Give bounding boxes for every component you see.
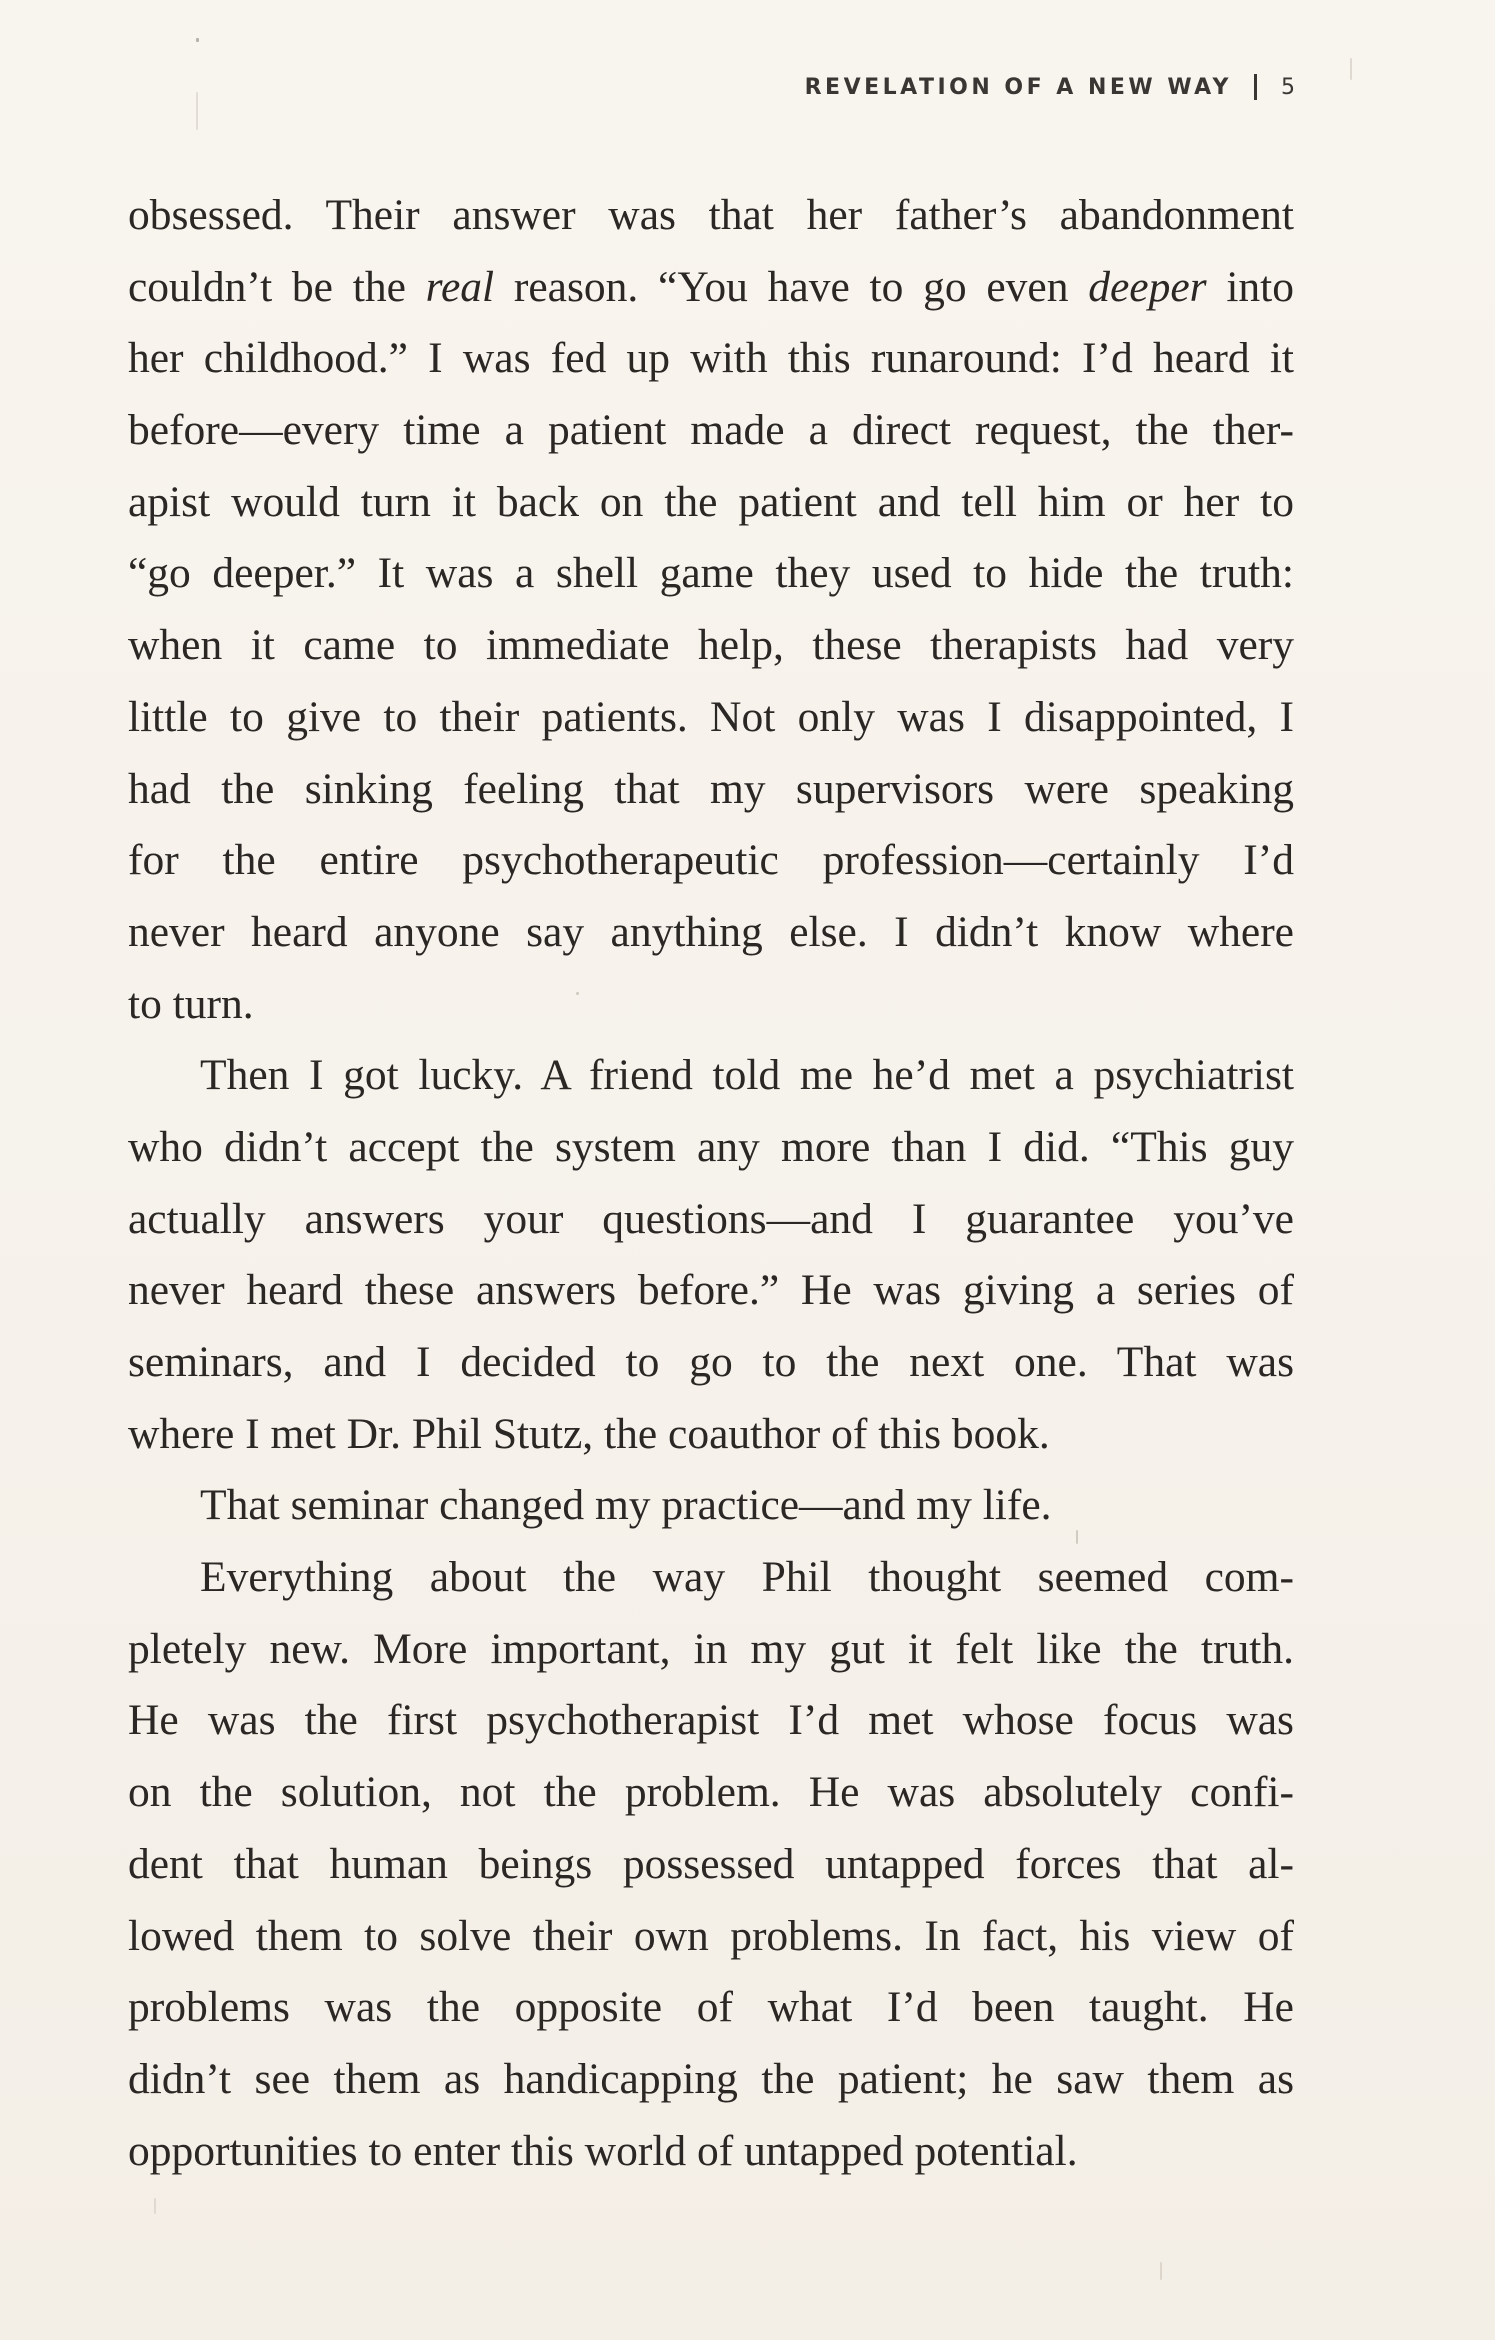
header-divider [1254, 74, 1257, 100]
emphasis: deeper [1088, 262, 1207, 311]
text-line: for the entire psychotherapeutic profession—certainly I’d [128, 836, 1294, 885]
scan-speck [196, 38, 199, 42]
scan-speck [1160, 2262, 1162, 2280]
text-line: lowed them to solve their own problems. In fact, his view of [128, 1911, 1294, 1960]
text-line: pletely new. More important, in my gut it felt like the truth. [128, 1624, 1294, 1673]
scan-speck [196, 92, 198, 130]
text-line: never heard anyone say anything else. I didn’t know where [128, 907, 1294, 956]
text-line: on the solution, not the problem. He was absolutely confi- [128, 1768, 1294, 1817]
text-line: actually answers your questions—and I guarantee you’ve [128, 1194, 1294, 1243]
scan-speck [1076, 1530, 1078, 1544]
text-line: opportunities to enter this world of untapped potential. [128, 2126, 1078, 2175]
text-line: Then I got lucky. A friend told me he’d met a psychiatrist [200, 1051, 1294, 1100]
scan-speck [154, 2198, 156, 2214]
text-line: where I met Dr. Phil Stutz, the coauthor of this book. [128, 1409, 1050, 1458]
emphasis: real [425, 262, 495, 311]
text-line: couldn’t be the real reason. “You have to go even deeper into [128, 262, 1295, 311]
text-line: had the sinking feeling that my supervisors were speaking [128, 764, 1294, 813]
text-line: her childhood.” I was fed up with this runaround: I’d heard it [128, 334, 1294, 383]
scan-speck [1350, 58, 1352, 80]
text-line: That seminar changed my practice—and my life. [200, 1481, 1052, 1530]
running-head [805, 74, 1295, 100]
text-line: apist would turn it back on the patient and tell him or her to [128, 477, 1294, 526]
text-line: seminars, and I decided to go to the next one. That was [128, 1338, 1294, 1386]
text-line: to turn. [128, 979, 254, 1028]
text-line: obsessed. Their answer was that her father’s abandonment [128, 191, 1294, 239]
text-line: problems was the opposite of what I’d been taught. He [128, 1983, 1294, 2032]
text-line: before—every time a patient made a direct request, the ther- [128, 406, 1294, 455]
text-line: when it came to immediate help, these therapists had very [128, 621, 1294, 670]
text-line: dent that human beings possessed untapped forces that al- [128, 1839, 1294, 1888]
body-text [128, 180, 1294, 2187]
text-line: never heard these answers before.” He was giving a series of [128, 1266, 1294, 1315]
page-number: 5 [1281, 74, 1295, 100]
text-line: didn’t see them as handicapping the patient; he saw them as [128, 2054, 1294, 2103]
text-line: little to give to their patients. Not only was I disappointed, I [128, 692, 1294, 741]
scan-speck [576, 992, 579, 995]
text-line: He was the first psychotherapist I’d met whose focus was [128, 1696, 1294, 1745]
text-line: “go deeper.” It was a shell game they used to hide the truth: [128, 549, 1294, 598]
text-line: who didn’t accept the system any more than I did. “This guy [128, 1122, 1294, 1171]
running-title: REVELATION OF A NEW WAY [804, 74, 1232, 100]
text-line: Everything about the way Phil thought seemed com- [200, 1553, 1294, 1602]
